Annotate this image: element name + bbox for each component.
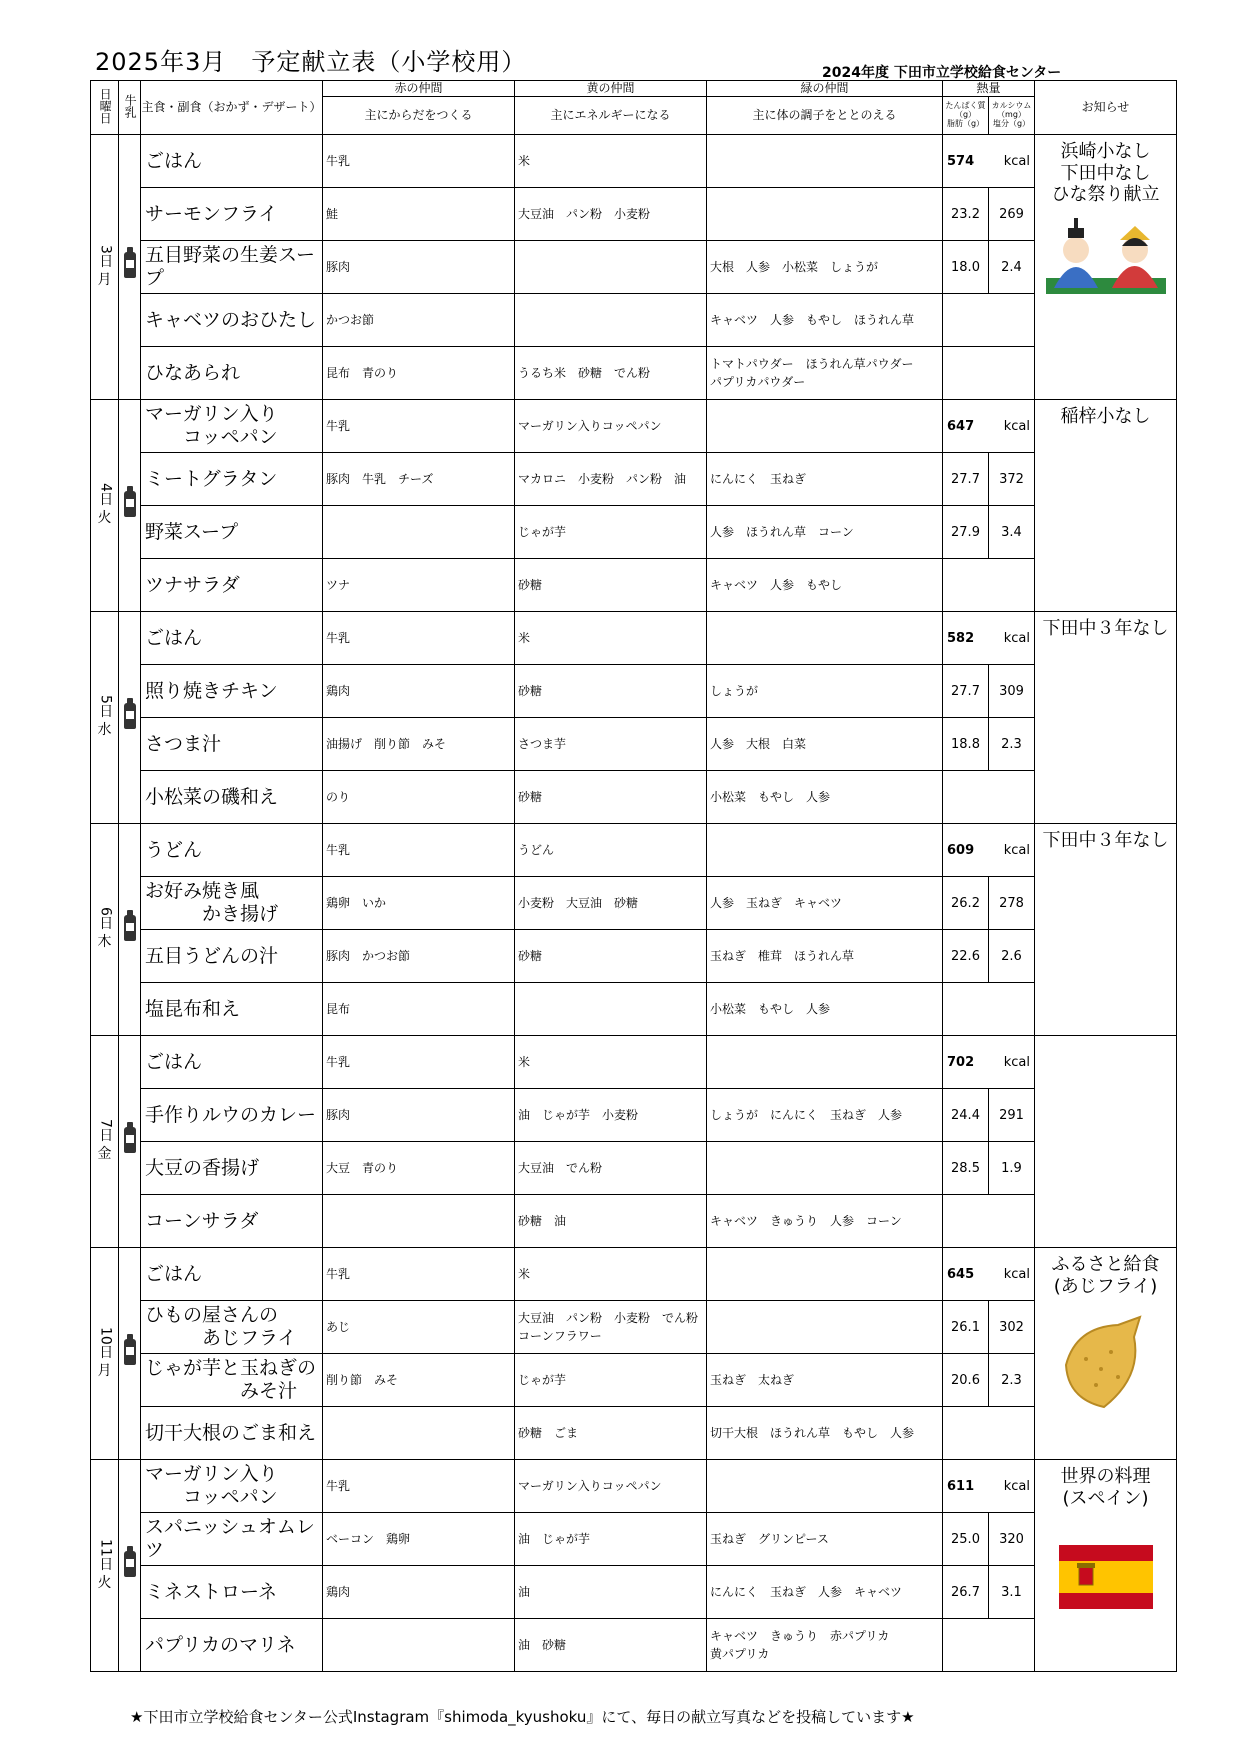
dish-name: お好み焼き風 かき揚げ — [141, 877, 323, 930]
menu-row — [91, 1036, 1177, 1089]
yellow-ingredients: さつま芋 — [515, 718, 707, 771]
salt-value: 2.3 — [989, 1354, 1035, 1407]
red-ingredients: 牛乳 — [323, 400, 515, 453]
menu-row — [91, 506, 1177, 559]
dish-name: うどん — [141, 824, 323, 877]
yellow-ingredients: 米 — [515, 1248, 707, 1301]
dish-name: じゃが芋と玉ねぎの みそ汁 — [141, 1354, 323, 1407]
protein-value: 27.7 — [943, 665, 989, 718]
dish-name: さつま汁 — [141, 718, 323, 771]
green-ingredients: にんにく 玉ねぎ — [707, 453, 943, 506]
red-ingredients: 牛乳 — [323, 612, 515, 665]
yellow-ingredients: 砂糖 — [515, 559, 707, 612]
red-ingredients: 鮭 — [323, 188, 515, 241]
date-label: 11日 — [97, 1538, 114, 1571]
green-ingredients — [707, 1248, 943, 1301]
green-ingredients: 人参 ほうれん草 コーン — [707, 506, 943, 559]
kcal-value: 702 — [947, 1054, 975, 1070]
yellow-ingredients: 小麦粉 大豆油 砂糖 — [515, 877, 707, 930]
menu-row — [91, 1195, 1177, 1248]
yellow-ingredients: 大豆油 でん粉 — [515, 1142, 707, 1195]
yellow-ingredients: じゃが芋 — [515, 506, 707, 559]
yellow-ingredients: 砂糖 油 — [515, 1195, 707, 1248]
menu-row — [91, 930, 1177, 983]
date-label: 6日 — [97, 907, 114, 931]
red-ingredients — [323, 1407, 515, 1460]
milk-bottle-icon — [124, 703, 136, 729]
fat-value: 20.6 — [943, 1354, 989, 1407]
empty-energy-cell — [943, 983, 1035, 1036]
yellow-ingredients: うどん — [515, 824, 707, 877]
dish-name: ひなあられ — [141, 347, 323, 400]
yellow-ingredients: マーガリン入りコッペパン — [515, 400, 707, 453]
dish-name: 切干大根のごま和え — [141, 1407, 323, 1460]
weekday-label: 火 — [97, 510, 112, 527]
date-label: 7日 — [97, 1119, 114, 1143]
notice-cell — [1035, 1460, 1177, 1672]
yellow-ingredients: 米 — [515, 1036, 707, 1089]
salt-value: 2.6 — [989, 930, 1035, 983]
green-ingredients: 切干大根 ほうれん草 もやし 人参 — [707, 1407, 943, 1460]
yellow-sub-header: 主にエネルギーになる — [515, 97, 707, 135]
red-ingredients: かつお節 — [323, 294, 515, 347]
green-group-header: 緑の仲間 — [707, 81, 943, 97]
yellow-ingredients — [515, 983, 707, 1036]
calcium-value: 372 — [989, 453, 1035, 506]
notice-text: 浜崎小なし 下田中なし ひな祭り献立 — [1051, 141, 1160, 206]
red-ingredients: 昆布 青のり — [323, 347, 515, 400]
menu-row — [91, 824, 1177, 877]
milk-bottle-icon — [124, 252, 136, 278]
green-ingredients — [707, 824, 943, 877]
red-ingredients: 牛乳 — [323, 1460, 515, 1513]
yellow-ingredients: 油 じゃが芋 小麦粉 — [515, 1089, 707, 1142]
footer-note: ★下田市立学校給食センター公式Instagram『shimoda_kyushoku』にて、毎日の献立写真などを投稿しています★ — [130, 1708, 915, 1726]
red-ingredients: 油揚げ 削り節 みそ — [323, 718, 515, 771]
green-ingredients: 小松菜 もやし 人参 — [707, 771, 943, 824]
kcal-value: 647 — [947, 418, 975, 434]
date-cell — [91, 400, 119, 612]
red-ingredients — [323, 1195, 515, 1248]
notice-text: 下田中３年なし — [1042, 618, 1169, 639]
menu-row — [91, 559, 1177, 612]
red-ingredients: 豚肉 牛乳 チーズ — [323, 453, 515, 506]
dish-header: 主食・副食（おかず・デザート） — [141, 81, 323, 135]
notice-cell — [1035, 824, 1177, 1036]
date-cell — [91, 612, 119, 824]
empty-energy-cell — [943, 1195, 1035, 1248]
menu-row — [91, 1142, 1177, 1195]
protein-value: 27.7 — [943, 453, 989, 506]
weekday-label: 火 — [97, 1574, 112, 1591]
yellow-ingredients: 大豆油 パン粉 小麦粉 でん粉 コーンフラワー — [515, 1301, 707, 1354]
dish-name: 五目うどんの汁 — [141, 930, 323, 983]
center-name: 2024年度 下田市立学校給食センター — [822, 65, 1062, 81]
milk-bottle-icon — [124, 1339, 136, 1365]
menu-row — [91, 1619, 1177, 1672]
green-ingredients: 大根 人参 小松菜 しょうが — [707, 241, 943, 294]
menu-row — [91, 1089, 1177, 1142]
green-ingredients: 人参 大根 白菜 — [707, 718, 943, 771]
menu-row — [91, 771, 1177, 824]
dish-name: 塩昆布和え — [141, 983, 323, 1036]
milk-bottle-icon — [124, 1127, 136, 1153]
green-ingredients: キャベツ 人参 もやし — [707, 559, 943, 612]
menu-row — [91, 347, 1177, 400]
yellow-ingredients: うるち米 砂糖 でん粉 — [515, 347, 707, 400]
menu-row — [91, 135, 1177, 188]
energy-kcal — [943, 400, 1035, 453]
yellow-ingredients: 油 砂糖 — [515, 1619, 707, 1672]
green-ingredients — [707, 1036, 943, 1089]
milk-cell — [119, 135, 141, 400]
menu-row — [91, 612, 1177, 665]
yellow-ingredients: 米 — [515, 612, 707, 665]
milk-cell — [119, 400, 141, 612]
salt-value: 3.1 — [989, 1566, 1035, 1619]
notice-header: お知らせ — [1035, 81, 1177, 135]
yellow-ingredients — [515, 294, 707, 347]
yellow-ingredients: 砂糖 ごま — [515, 1407, 707, 1460]
red-ingredients: 鶏肉 — [323, 665, 515, 718]
milk-cell — [119, 1460, 141, 1672]
green-ingredients — [707, 1460, 943, 1513]
dish-name: ごはん — [141, 135, 323, 188]
weekday-label: 金 — [97, 1146, 112, 1163]
kcal-value: 609 — [947, 842, 975, 858]
salt-value: 2.4 — [989, 241, 1035, 294]
red-ingredients — [323, 1619, 515, 1672]
spain-flag-illustration — [1059, 1545, 1153, 1609]
red-ingredients: 昆布 — [323, 983, 515, 1036]
yellow-ingredients: 米 — [515, 135, 707, 188]
calcium-value: 269 — [989, 188, 1035, 241]
salt-value: 1.9 — [989, 1142, 1035, 1195]
calcium-value: 291 — [989, 1089, 1035, 1142]
fat-value: 26.7 — [943, 1566, 989, 1619]
energy-kcal — [943, 1248, 1035, 1301]
milk-cell — [119, 824, 141, 1036]
yellow-group-header: 黄の仲間 — [515, 81, 707, 97]
notice-cell — [1035, 1036, 1177, 1248]
dish-name: 野菜スープ — [141, 506, 323, 559]
menu-row — [91, 877, 1177, 930]
protein-value: 26.2 — [943, 877, 989, 930]
dish-name: ひもの屋さんの あじフライ — [141, 1301, 323, 1354]
red-ingredients: 鶏肉 — [323, 1566, 515, 1619]
page-title: 2025年3月 予定献立表（小学校用） — [95, 48, 527, 76]
dish-name: 五目野菜の生姜スープ — [141, 241, 323, 294]
dish-name: 大豆の香揚げ — [141, 1142, 323, 1195]
menu-row — [91, 1354, 1177, 1407]
red-ingredients: 削り節 みそ — [323, 1354, 515, 1407]
yellow-ingredients: 砂糖 — [515, 665, 707, 718]
milk-cell — [119, 1036, 141, 1248]
green-ingredients: 玉ねぎ グリンピース — [707, 1513, 943, 1566]
menu-row — [91, 294, 1177, 347]
dish-name: ミネストローネ — [141, 1566, 323, 1619]
green-ingredients: 人参 玉ねぎ キャベツ — [707, 877, 943, 930]
red-ingredients: あじ — [323, 1301, 515, 1354]
green-ingredients: キャベツ きゅうり 赤パプリカ 黄パプリカ — [707, 1619, 943, 1672]
energy-kcal — [943, 1460, 1035, 1513]
kcal-unit: kcal — [1003, 1054, 1030, 1070]
dish-name: スパニッシュオムレツ — [141, 1513, 323, 1566]
milk-bottle-icon — [124, 1551, 136, 1577]
dish-name: マーガリン入り コッペパン — [141, 1460, 323, 1513]
protein-value: 24.4 — [943, 1089, 989, 1142]
energy-kcal — [943, 824, 1035, 877]
notice-text: ふるさと給食 (あじフライ) — [1051, 1254, 1160, 1297]
date-cell — [91, 824, 119, 1036]
green-ingredients: キャベツ 人参 もやし ほうれん草 — [707, 294, 943, 347]
yellow-ingredients — [515, 241, 707, 294]
yellow-ingredients: 砂糖 — [515, 771, 707, 824]
green-ingredients — [707, 1301, 943, 1354]
date-cell — [91, 1248, 119, 1460]
red-ingredients: のり — [323, 771, 515, 824]
day-header: 日曜日 — [91, 81, 119, 135]
red-ingredients: 牛乳 — [323, 135, 515, 188]
red-ingredients: 牛乳 — [323, 1036, 515, 1089]
fat-value: 22.6 — [943, 930, 989, 983]
weekday-label: 月 — [97, 271, 112, 288]
kcal-value: 611 — [947, 1478, 975, 1494]
dish-name: 照り焼きチキン — [141, 665, 323, 718]
menu-row — [91, 1566, 1177, 1619]
protein-value: 26.1 — [943, 1301, 989, 1354]
protein-value: 25.0 — [943, 1513, 989, 1566]
dish-name: ごはん — [141, 612, 323, 665]
green-ingredients — [707, 135, 943, 188]
empty-energy-cell — [943, 1619, 1035, 1672]
empty-energy-cell — [943, 559, 1035, 612]
green-ingredients: キャベツ きゅうり 人参 コーン — [707, 1195, 943, 1248]
dish-name: サーモンフライ — [141, 188, 323, 241]
milk-bottle-icon — [124, 491, 136, 517]
kcal-unit: kcal — [1003, 153, 1030, 169]
date-cell — [91, 135, 119, 400]
weekday-label: 木 — [97, 934, 112, 951]
dish-name: ツナサラダ — [141, 559, 323, 612]
dish-name: ごはん — [141, 1248, 323, 1301]
date-label: 4日 — [97, 483, 114, 507]
red-ingredients: 豚肉 — [323, 241, 515, 294]
green-ingredients — [707, 612, 943, 665]
menu-row — [91, 718, 1177, 771]
dish-name: キャベツのおひたし — [141, 294, 323, 347]
menu-row — [91, 665, 1177, 718]
red-ingredients: 豚肉 — [323, 1089, 515, 1142]
yellow-ingredients: じゃが芋 — [515, 1354, 707, 1407]
milk-bottle-icon — [124, 915, 136, 941]
notice-cell — [1035, 135, 1177, 400]
menu-row — [91, 241, 1177, 294]
yellow-ingredients: マカロニ 小麦粉 パン粉 油 — [515, 453, 707, 506]
yellow-ingredients: 油 — [515, 1566, 707, 1619]
green-ingredients: しょうが にんにく 玉ねぎ 人参 — [707, 1089, 943, 1142]
green-ingredients — [707, 1142, 943, 1195]
date-label: 5日 — [97, 695, 114, 719]
calcium-salt-header: カルシウム（mg） 塩分（g） — [989, 97, 1035, 135]
fat-value: 18.0 — [943, 241, 989, 294]
milk-header: 牛乳 — [119, 81, 141, 135]
menu-row — [91, 1407, 1177, 1460]
green-sub-header: 主に体の調子をととのえる — [707, 97, 943, 135]
notice-text: 稲梓小なし — [1060, 406, 1151, 427]
energy-header: 熱量 — [943, 81, 1035, 97]
green-ingredients: 玉ねぎ 太ねぎ — [707, 1354, 943, 1407]
yellow-ingredients: 砂糖 — [515, 930, 707, 983]
red-ingredients: ベーコン 鶏卵 — [323, 1513, 515, 1566]
yellow-ingredients: 大豆油 パン粉 小麦粉 — [515, 188, 707, 241]
kcal-unit: kcal — [1003, 1478, 1030, 1494]
menu-row — [91, 983, 1177, 1036]
dish-name: マーガリン入り コッペパン — [141, 400, 323, 453]
notice-cell — [1035, 1248, 1177, 1460]
fat-value: 27.9 — [943, 506, 989, 559]
energy-kcal — [943, 1036, 1035, 1089]
green-ingredients — [707, 400, 943, 453]
menu-row — [91, 453, 1177, 506]
notice-cell — [1035, 400, 1177, 612]
salt-value: 2.3 — [989, 718, 1035, 771]
green-ingredients: にんにく 玉ねぎ 人参 キャベツ — [707, 1566, 943, 1619]
dish-name: ごはん — [141, 1036, 323, 1089]
empty-energy-cell — [943, 347, 1035, 400]
red-ingredients: 豚肉 かつお節 — [323, 930, 515, 983]
green-ingredients: 小松菜 もやし 人参 — [707, 983, 943, 1036]
menu-row — [91, 400, 1177, 453]
weekday-label: 水 — [97, 722, 112, 739]
red-ingredients — [323, 506, 515, 559]
protein-value: 23.2 — [943, 188, 989, 241]
red-group-header: 赤の仲間 — [323, 81, 515, 97]
green-ingredients: しょうが — [707, 665, 943, 718]
kcal-unit: kcal — [1003, 1266, 1030, 1282]
dish-name: 手作りルウのカレー — [141, 1089, 323, 1142]
date-label: 10日 — [97, 1326, 114, 1359]
menu-table — [90, 80, 1177, 1672]
calcium-value: 320 — [989, 1513, 1035, 1566]
red-ingredients: 鶏卵 いか — [323, 877, 515, 930]
menu-row — [91, 1460, 1177, 1513]
energy-kcal — [943, 135, 1035, 188]
menu-row — [91, 1248, 1177, 1301]
kcal-value: 645 — [947, 1266, 975, 1282]
empty-energy-cell — [943, 294, 1035, 347]
red-ingredients: 大豆 青のり — [323, 1142, 515, 1195]
empty-energy-cell — [943, 771, 1035, 824]
green-ingredients: トマトパウダー ほうれん草パウダー パプリカパウダー — [707, 347, 943, 400]
red-sub-header: 主にからだをつくる — [323, 97, 515, 135]
red-ingredients: 牛乳 — [323, 824, 515, 877]
dish-name: コーンサラダ — [141, 1195, 323, 1248]
red-ingredients: ツナ — [323, 559, 515, 612]
menu-row — [91, 1513, 1177, 1566]
fried-fish-illustration — [1056, 1307, 1156, 1417]
fat-value: 28.5 — [943, 1142, 989, 1195]
yellow-ingredients: マーガリン入りコッペパン — [515, 1460, 707, 1513]
date-cell — [91, 1036, 119, 1248]
calcium-value: 302 — [989, 1301, 1035, 1354]
date-label: 3日 — [97, 244, 114, 268]
green-ingredients — [707, 188, 943, 241]
protein-fat-header: たんぱく質（g） 脂肪（g） — [943, 97, 989, 135]
empty-energy-cell — [943, 1407, 1035, 1460]
calcium-value: 278 — [989, 877, 1035, 930]
energy-kcal — [943, 612, 1035, 665]
salt-value: 3.4 — [989, 506, 1035, 559]
milk-cell — [119, 612, 141, 824]
menu-row — [91, 1301, 1177, 1354]
green-ingredients: 玉ねぎ 椎茸 ほうれん草 — [707, 930, 943, 983]
notice-text: 世界の料理 (スペイン) — [1060, 1466, 1151, 1509]
dish-name: パプリカのマリネ — [141, 1619, 323, 1672]
kcal-unit: kcal — [1003, 630, 1030, 646]
notice-text: 下田中３年なし — [1042, 830, 1169, 851]
calcium-value: 309 — [989, 665, 1035, 718]
kcal-value: 582 — [947, 630, 975, 646]
hina-dolls-illustration — [1046, 216, 1166, 296]
milk-cell — [119, 1248, 141, 1460]
notice-cell — [1035, 612, 1177, 824]
weekday-label: 月 — [97, 1362, 112, 1379]
fat-value: 18.8 — [943, 718, 989, 771]
menu-row — [91, 188, 1177, 241]
dish-name: 小松菜の磯和え — [141, 771, 323, 824]
date-cell — [91, 1460, 119, 1672]
kcal-unit: kcal — [1003, 418, 1030, 434]
kcal-value: 574 — [947, 153, 975, 169]
dish-name: ミートグラタン — [141, 453, 323, 506]
red-ingredients: 牛乳 — [323, 1248, 515, 1301]
yellow-ingredients: 油 じゃが芋 — [515, 1513, 707, 1566]
kcal-unit: kcal — [1003, 842, 1030, 858]
